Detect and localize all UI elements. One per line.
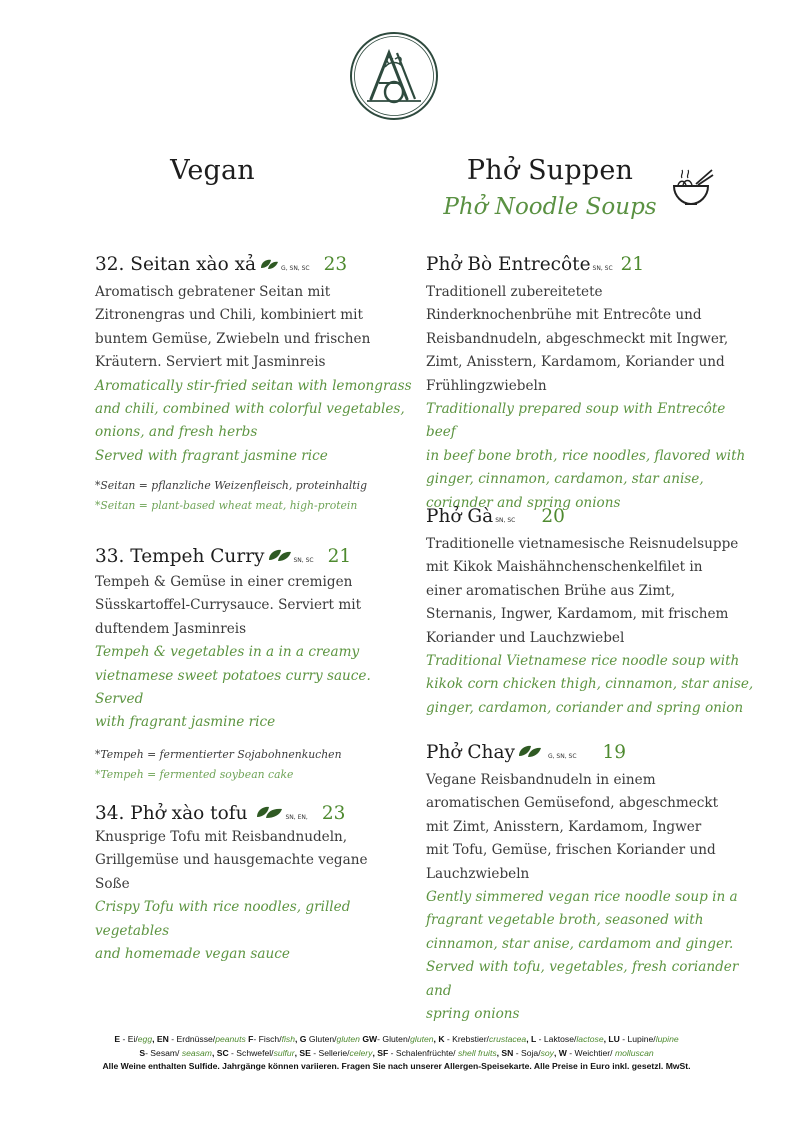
description-en: Gently simmered vegan rice noodle soup in a xyxy=(426,889,738,906)
description-en: Traditionally prepared soup with Entrecôte beef xyxy=(426,401,726,441)
dish-name: 34. Phở xào tofu xyxy=(95,803,248,824)
leaf-icon xyxy=(518,744,542,758)
allergen-codes: SN, SC xyxy=(293,557,314,564)
restaurant-logo xyxy=(349,31,439,121)
description-en: cinnamon, star anise, cardamom and ginger. xyxy=(426,935,734,952)
description-en: Tempeh & vegetables in a in a creamy xyxy=(95,644,360,661)
description-de: Tempeh & Gemüse in einer cremigen xyxy=(95,574,353,590)
description-en: ginger, cinnamon, cardamon, star anise, xyxy=(426,471,704,488)
allergen-legend-line-1 xyxy=(40,1033,753,1047)
description-de: Aromatisch gebratener Seitan mit xyxy=(95,284,331,300)
description-de: duftendem Jasminreis xyxy=(95,620,247,637)
allergen-legend-line-2 xyxy=(40,1047,753,1061)
description-de: Traditionelle vietnamesische Reisnudelsuppe xyxy=(426,536,739,552)
dish-price: 19 xyxy=(602,742,627,763)
dish-price: 23 xyxy=(321,803,346,824)
allergen-codes: SN, EN, xyxy=(285,814,308,821)
description-de: mit Zimt, Anisstern, Kardamom, Ingwer xyxy=(426,818,702,835)
description-en: and chili, combined with colorful vegetables, xyxy=(95,401,405,418)
dish-pho-bo-entrecote xyxy=(426,254,756,515)
dish-pho-ga xyxy=(426,506,756,720)
description-en: spring onions xyxy=(426,1006,520,1023)
dish-name: Phở Gà xyxy=(426,506,494,527)
footnote-en: *Tempeh = fermented soybean cake xyxy=(95,767,294,781)
description-en: and homemade vegan sauce xyxy=(95,946,290,963)
legend-item: , L - Laktose/lactose xyxy=(526,1034,604,1044)
footnote-en: *Seitan = plant-based wheat meat, high-protein xyxy=(95,499,358,513)
description-de: Lauchzwiebeln xyxy=(426,865,530,882)
allergen-codes: SN, SC xyxy=(592,265,613,272)
footnote-de: *Seitan = pflanzliche Weizenfleisch, proteinhaltig xyxy=(95,479,367,493)
legend-item: E - Ei/egg xyxy=(114,1034,153,1044)
description-en: in beef bone broth, rice noodles, flavored with xyxy=(426,447,746,464)
dish-price: 21 xyxy=(620,254,645,275)
description-de: aromatischen Gemüsefond, abgeschmeckt xyxy=(426,795,719,812)
disclaimer: Alle Weine enthalten Sulfide. Jahrgänge können variieren. Fragen Sie nach unserer Allergen-Speisekarte. Alle Preise in Euro inkl. gesetzl. MwSt. xyxy=(102,1061,691,1071)
legend-item: F- Fisch/fish xyxy=(245,1034,295,1044)
allergen-legend xyxy=(40,1033,753,1074)
description-en: coriander and spring onions xyxy=(426,494,621,511)
dish-price: 21 xyxy=(327,546,352,567)
dish-name: Phở Chay xyxy=(426,742,515,763)
description-de: Rinderknochenbrühe mit Entrecôte und xyxy=(426,307,702,324)
description-de: Reisbandnudeln, abgeschmeckt mit Ingwer, xyxy=(426,330,729,347)
noodle-bowl-icon xyxy=(670,166,714,210)
legend-item: GW- Gluten/gluten xyxy=(359,1034,434,1044)
dish-name: 32. Seitan xào xả xyxy=(95,254,257,275)
description-en: Aromatically stir-fried seitan with lemongrass xyxy=(95,377,412,394)
section-title-vegan: Vegan xyxy=(170,155,255,186)
leaf-icon xyxy=(256,805,284,819)
dish-title-row xyxy=(426,742,756,763)
footnote-de: *Tempeh = fermentierter Sojabohnenkuchen xyxy=(95,747,342,761)
allergen-codes: G, SN, SC xyxy=(281,265,310,272)
description-en: vietnamese sweet potatoes curry sauce. Served xyxy=(95,667,371,708)
description-de: Sternanis, Ingwer, Kardamom, mit frischem xyxy=(426,606,729,623)
leaf-icon xyxy=(268,548,292,562)
legend-item: , EN - Erdnüsse/peanuts xyxy=(152,1034,246,1044)
legend-item: , W - Weichtier/ molluscan xyxy=(553,1047,654,1058)
allergen-codes: G, SN, SC xyxy=(547,753,577,760)
dish-title-row xyxy=(426,506,756,527)
dish-name: Phở Bò Entrecôte xyxy=(426,254,591,275)
description-de: Knusprige Tofu mit Reisbandnudeln, xyxy=(95,829,348,845)
dish-32 xyxy=(95,254,415,516)
description-de: mit Kikok Maishähnchenschenkelfilet in xyxy=(426,559,703,576)
description-de: Soße xyxy=(95,875,130,892)
dish-title-row xyxy=(95,254,415,275)
leaf-icon xyxy=(259,258,279,270)
dish-price: 23 xyxy=(323,254,348,275)
description-en: fragrant vegetable broth, seasoned with xyxy=(426,912,704,929)
allergen-codes: SN, SC xyxy=(495,517,516,524)
legend-item: , SF - Schalenfrüchte/ shell fruits xyxy=(372,1047,497,1058)
description-de: Koriander und Lauchzwiebel xyxy=(426,629,625,646)
legend-item: , SC - Schwefel/sulfur xyxy=(211,1047,295,1058)
legend-item: , G Gluten/gluten xyxy=(294,1034,360,1044)
description-de: Zitronengras und Chili, kombiniert mit xyxy=(95,307,363,324)
description-en: onions, and fresh herbs xyxy=(95,424,258,441)
description-en: kikok corn chicken thigh, cinnamon, star anise, xyxy=(426,676,754,693)
description-de: Traditionell zubereitetete xyxy=(426,284,603,300)
legend-item: , SN - Soja/soy xyxy=(496,1047,554,1058)
description-de: mit Tofu, Gemüse, frischen Koriander und xyxy=(426,842,716,859)
description-de: Kräutern. Serviert mit Jasminreis xyxy=(95,354,326,371)
description-de: Grillgemüse und hausgemachte vegane xyxy=(95,852,368,869)
description-en: Served with fragrant jasmine rice xyxy=(95,447,328,464)
dish-title-row xyxy=(426,254,756,275)
description-de: Frühlingzwiebeln xyxy=(426,377,547,394)
dish-title-row xyxy=(95,546,415,567)
dish-name: 33. Tempeh Curry xyxy=(95,546,265,567)
description-en: Served with tofu, vegetables, fresh coriander and xyxy=(426,959,739,999)
section-subtitle-pho: Phở Noodle Soups xyxy=(443,194,657,220)
dish-price: 20 xyxy=(541,506,565,527)
description-de: Süsskartoffel-Currysauce. Serviert mit xyxy=(95,597,362,614)
dish-34 xyxy=(95,803,415,966)
description-en: with fragrant jasmine rice xyxy=(95,714,276,731)
legend-item: , SE - Sellerie/celery xyxy=(294,1047,373,1058)
description-en: Crispy Tofu with rice noodles, grilled vegetables xyxy=(95,899,351,939)
description-de: einer aromatischen Brühe aus Zimt, xyxy=(426,582,676,599)
dish-33 xyxy=(95,546,415,785)
legend-item: , K - Krebstier/crustacea xyxy=(433,1034,527,1044)
legend-item: S- Sesam/ seasam xyxy=(139,1047,212,1058)
dish-title-row xyxy=(95,803,415,824)
description-en: Traditional Vietnamese rice noodle soup with xyxy=(426,653,740,670)
description-de: Zimt, Anisstern, Kardamom, Koriander und xyxy=(426,354,725,371)
description-de: buntem Gemüse, Zwiebeln und frischen xyxy=(95,330,371,347)
description-de: Vegane Reisbandnudeln in einem xyxy=(426,772,656,788)
dish-pho-chay xyxy=(426,742,756,1026)
section-title-pho: Phở Suppen xyxy=(466,155,634,186)
legend-item: , LU - Lupine/lupine xyxy=(603,1034,679,1044)
description-en: ginger, cardamon, coriander and spring onion xyxy=(426,699,744,716)
